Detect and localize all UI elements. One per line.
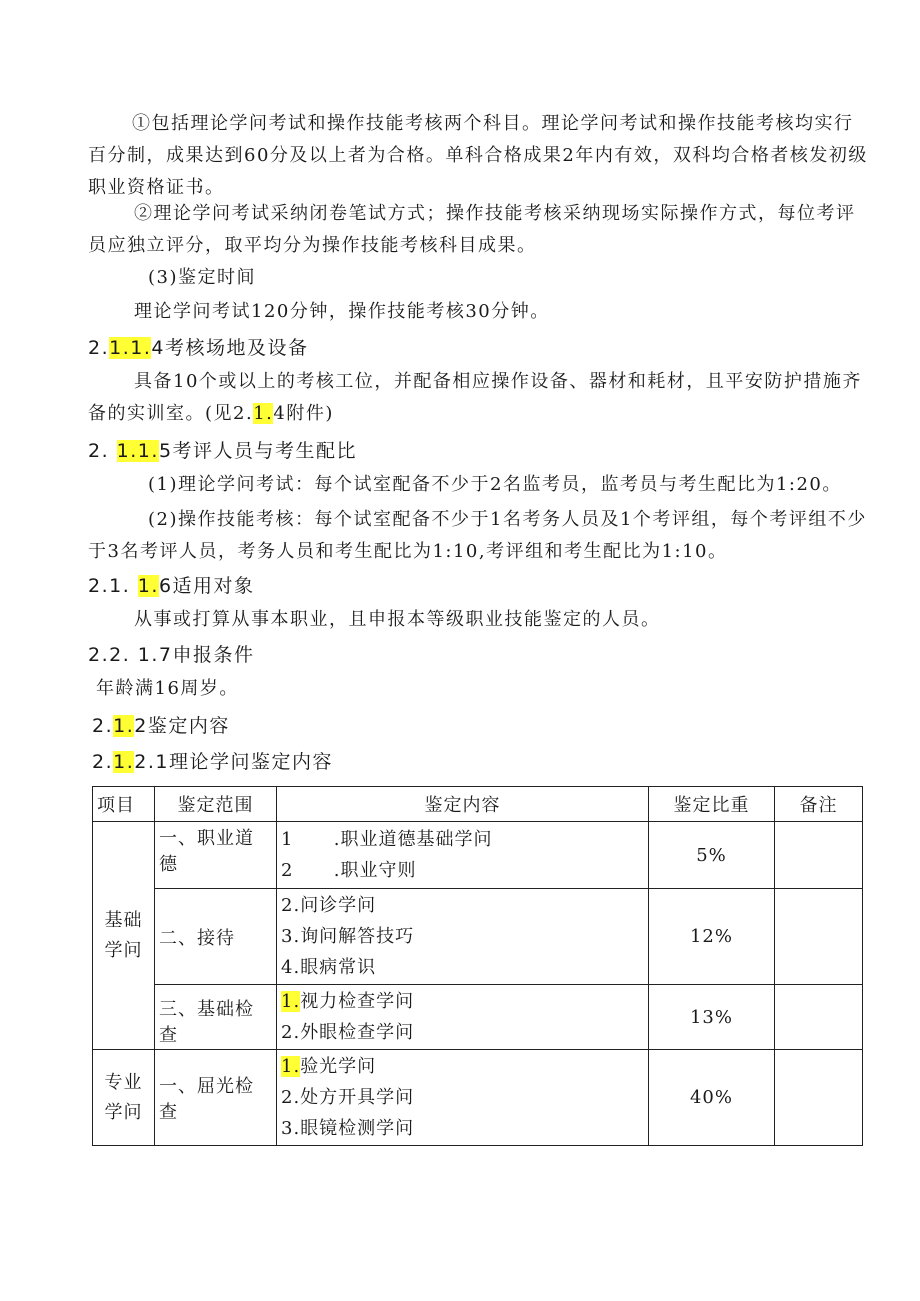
column-header-item: 项目 [93,787,155,822]
scope-cell: 三、基础检查 [155,985,277,1050]
theory-content-table [92,786,863,1146]
content-cell [277,1050,649,1146]
paragraph-exam-time: 理论学问考试120分钟，操作技能考核30分钟。 [134,301,550,322]
group-cell-basic: 基础学问 [93,822,155,1050]
paragraph-target: 从事或打算从事本职业，且申报本等级职业技能鉴定的人员。 [134,609,661,630]
paragraph-eligibility: 年龄满16周岁。 [96,678,239,699]
paragraph-venue: 具备10个或以上的考核工位，并配备相应操作设备、器材和耗材，且平安防护措施齐备的实训室。(见2.1.4附件) [88,371,862,424]
content-item: 2.问诊学问 [281,895,377,916]
table-row [93,889,863,985]
content-item: 2.外眼检查学问 [281,1022,415,1043]
scope-cell: 二、接待 [155,889,277,985]
note-cell [775,985,863,1050]
note-cell [775,1050,863,1146]
note-cell [775,822,863,889]
content-cell [277,985,649,1050]
paragraph-practical-ratio: (2)操作技能考核：每个试室配备不少于1名考务人员及1个考评组，每个考评组不少于3名考评人员，考务人员和考生配比为1:10,考评组和考生配比为1:10。 [88,509,867,562]
table-row [93,985,863,1050]
weight-cell: 40% [649,1050,775,1146]
content-cell [277,822,649,889]
section-heading-venue: 2.1.1.4考核场地及设备 [88,337,309,359]
content-item: 1.验光学问 [281,1056,377,1077]
content-item: 1.视力检查学问 [281,991,415,1012]
scope-cell: 一、职业道德 [155,822,277,889]
content-item: 1 .职业道德基础学问 [281,829,493,850]
table-row [93,822,863,889]
section-heading-theory-content: 2.1.2.1理论学问鉴定内容 [92,751,334,773]
weight-cell: 13% [649,985,775,1050]
paragraph-exam-subjects: ①包括理论学问考试和操作技能考核两个科目。理论学问考试和操作技能考核均实行百分制，成果达到60分及以上者为合格。单科合格成果2年内有效，双科均合格者核发初级职业资格证书。 [88,113,868,198]
content-item: 3.眼镜检测学问 [281,1118,415,1139]
paragraph-exam-time-label: (3)鉴定时间 [148,267,256,288]
weight-cell: 12% [649,889,775,985]
content-item: 2 .职业守则 [281,860,417,881]
section-heading-staff-ratio: 2. 1.1.5考评人员与考生配比 [88,440,358,462]
section-heading-eligibility: 2.2. 1.7申报条件 [88,644,255,666]
content-cell [277,889,649,985]
content-item: 2.处方开具学问 [281,1087,415,1108]
weight-cell: 5% [649,822,775,889]
scope-cell: 一、屈光检查 [155,1050,277,1146]
column-header-content: 鉴定内容 [277,787,649,822]
column-header-scope: 鉴定范围 [155,787,277,822]
paragraph-exam-methods: ②理论学问考试采纳闭卷笔试方式；操作技能考核采纳现场实际操作方式，每位考评员应独立评分，取平均分为操作技能考核科目成果。 [88,203,856,256]
column-header-note: 备注 [775,787,863,822]
note-cell [775,889,863,985]
column-header-weight: 鉴定比重 [649,787,775,822]
section-heading-content: 2.1.2鉴定内容 [92,715,230,737]
content-item: 4.眼病常识 [281,957,377,978]
group-cell-professional: 专业学问 [93,1050,155,1146]
table-row [93,1050,863,1146]
table-header-row [93,787,863,822]
content-item: 3.询问解答技巧 [281,926,415,947]
paragraph-theory-ratio: (1)理论学问考试：每个试室配备不少于2名监考员，监考员与考生配比为1:20。 [148,474,842,495]
section-heading-target: 2.1. 1.6适用对象 [88,575,255,597]
